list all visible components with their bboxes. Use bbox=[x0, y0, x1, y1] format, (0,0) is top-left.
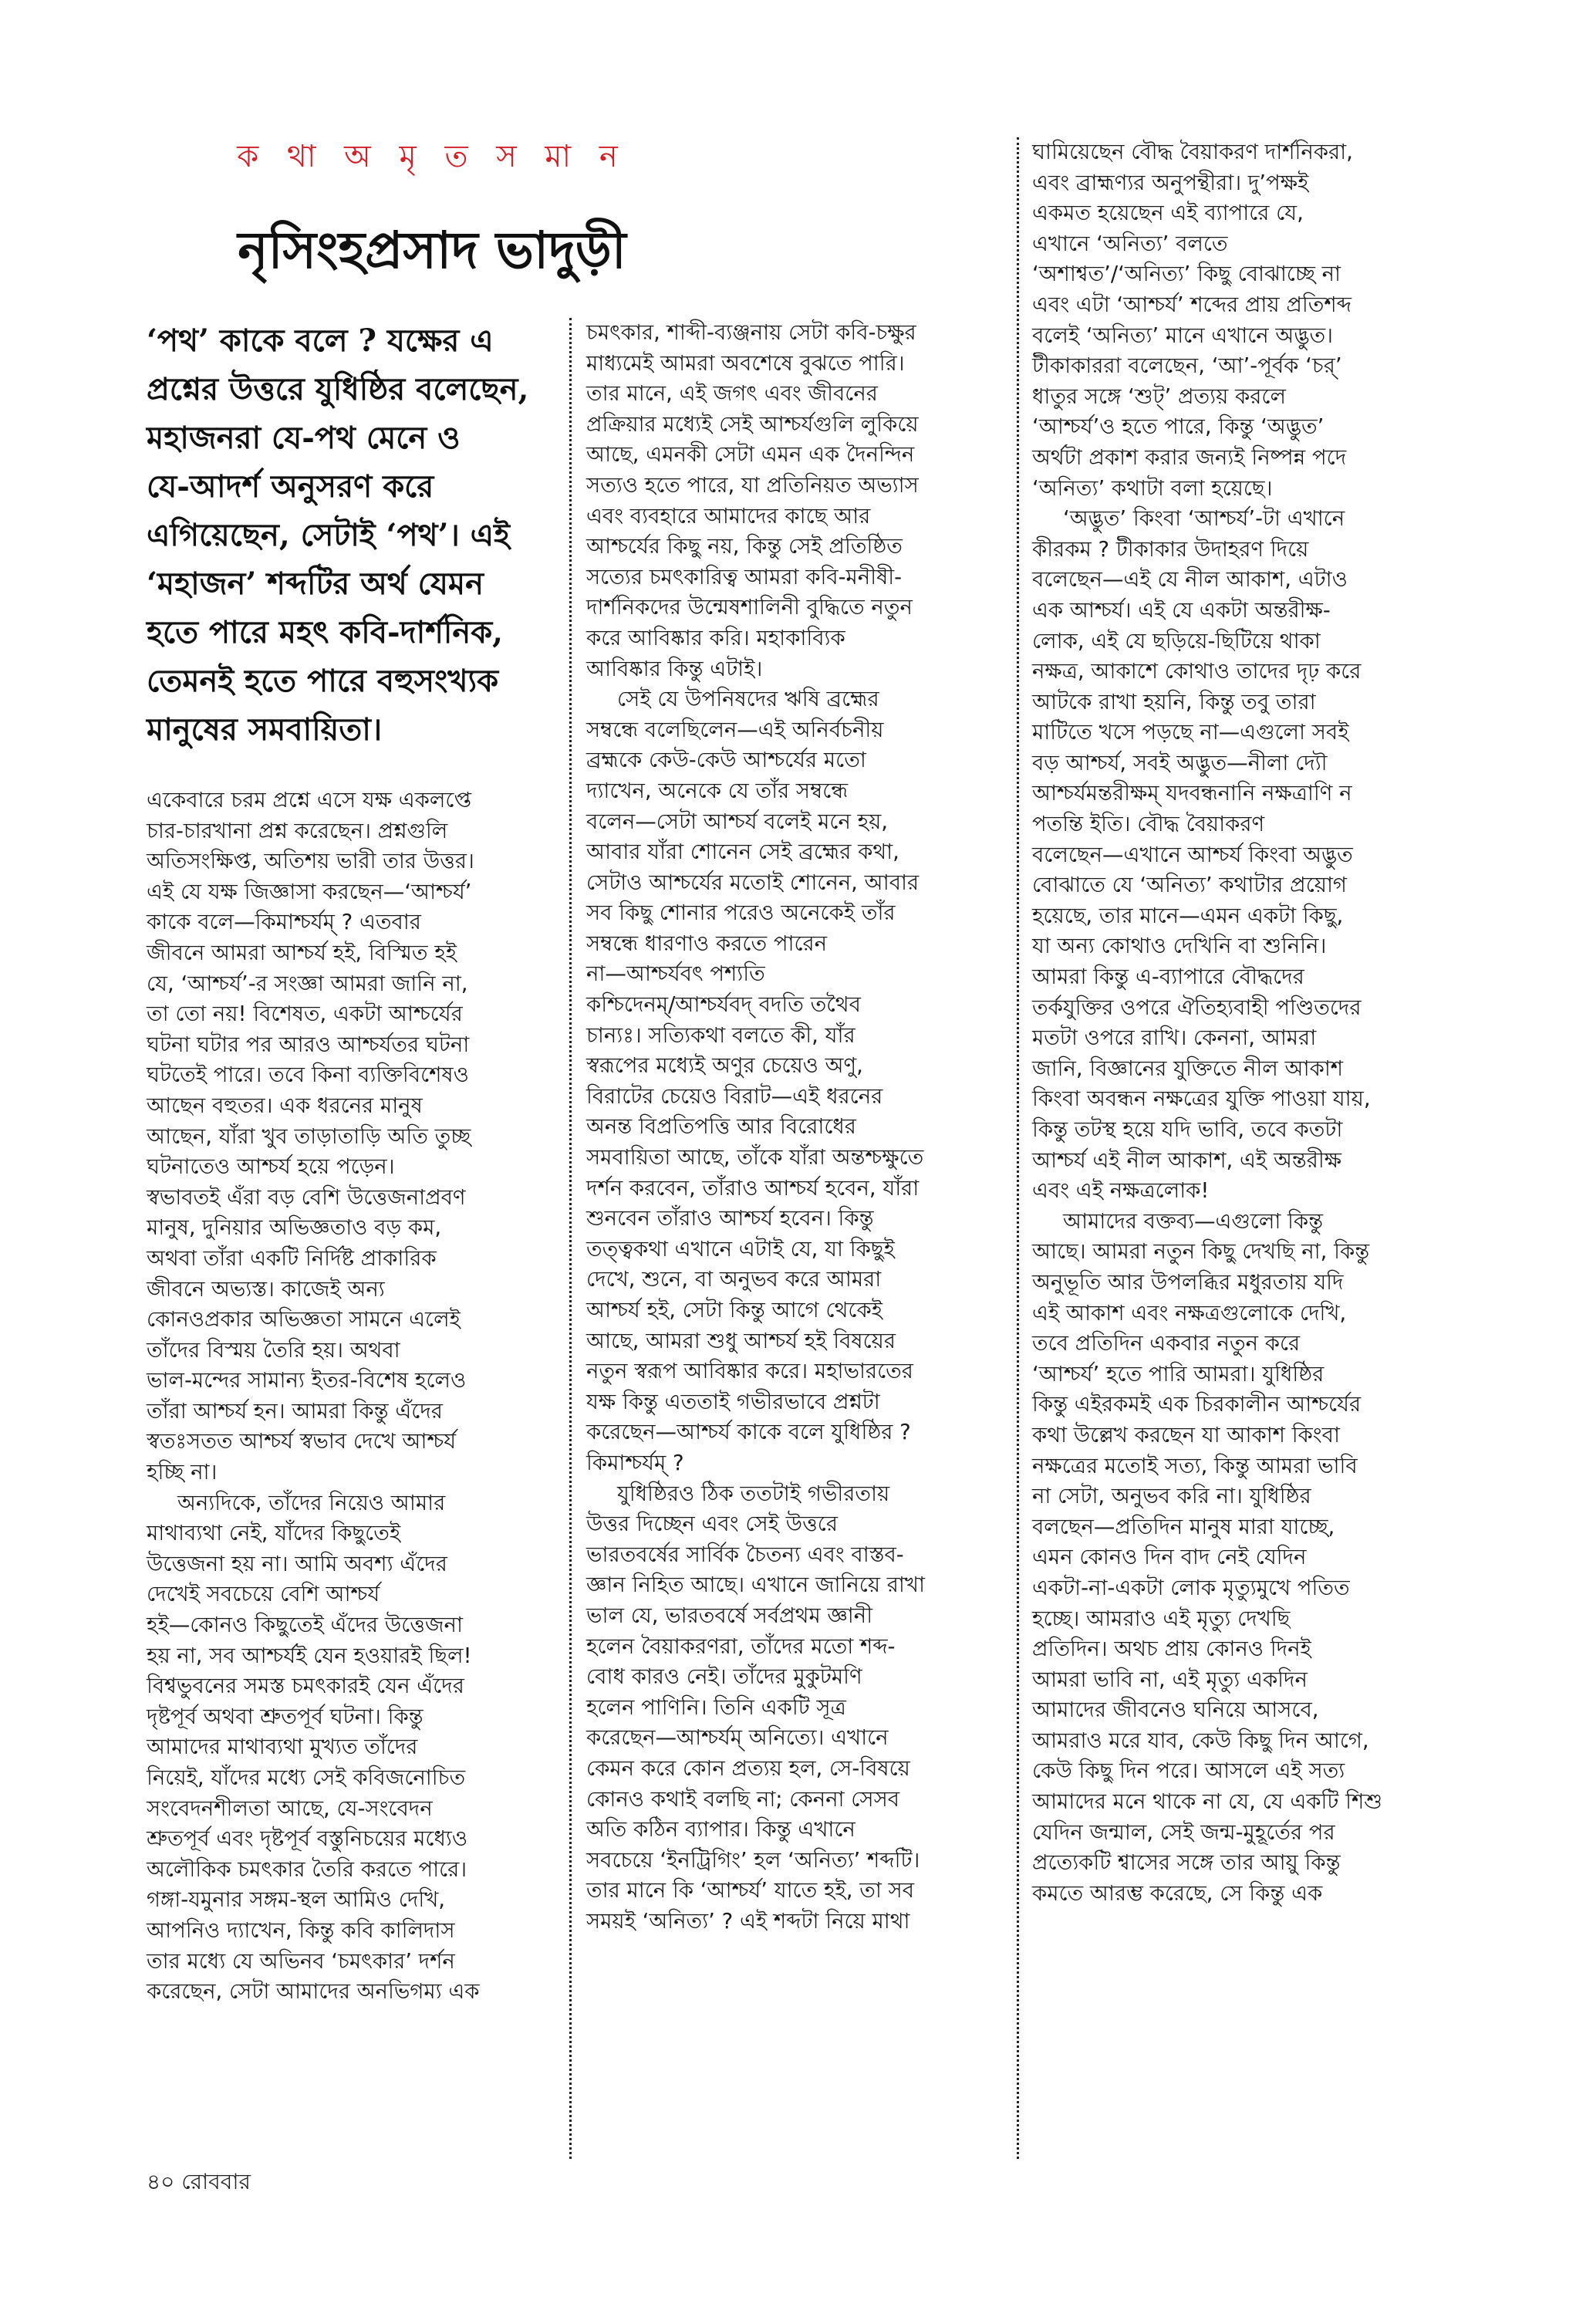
text-line: অনুভূতি আর উপলব্ধির মধুরতায় যদি bbox=[1032, 1269, 1344, 1295]
text-line: ভারতবর্ষের সার্বিক চৈতন্য এবং বাস্তব- bbox=[586, 1542, 904, 1567]
text-line: অনন্ত বিপ্রতিপত্তি আর বিরোধের bbox=[586, 1114, 856, 1140]
text-line: তার মানে কি ‘আশ্চর্য’ যাতে হই, তা সব bbox=[586, 1878, 915, 1903]
text-line: আপনিও দ্যাখেন, কিন্তু কবি কালিদাস bbox=[147, 1917, 455, 1943]
text-line: আছে। আমরা নতুন কিছু দেখছি না, কিন্তু bbox=[1032, 1239, 1370, 1265]
text-line: বলছেন—প্রতিদিন মানুষ মারা যাচ্ছে, bbox=[1032, 1514, 1335, 1539]
text-line: মাথাব্যথা নেই, যাঁদের কিছুতেই bbox=[147, 1521, 401, 1546]
lead-line: যে-আদর্শ অনুসরণ করে bbox=[147, 468, 434, 505]
text-line: এবং ব্যবহারে আমাদের কাছে আর bbox=[586, 503, 871, 529]
text-line: মতটা ওপরে রাখি। কেননা, আমরা bbox=[1032, 1025, 1317, 1051]
text-line: পতন্তি ইতি। বৌদ্ধ বৈয়াকরণ bbox=[1032, 812, 1265, 837]
lead-line: ‘মহাজন’ শব্দটির অর্থ যেমন bbox=[147, 566, 484, 602]
text-line: সত্যের চমৎকারিত্ব আমরা কবি-মনীষী- bbox=[586, 564, 903, 589]
lead-line: তেমনই হতে পারে বহুসংখ্যক bbox=[147, 663, 499, 699]
text-line: এবং এটা ‘আশ্চর্য’ শব্দের প্রায় প্রতিশব্দ bbox=[1032, 292, 1352, 317]
text-line: ‘আশ্চর্য’ হতে পারি আমরা। যুধিষ্ঠির bbox=[1032, 1361, 1325, 1387]
text-line: না সেটা, অনুভব করি না। যুধিষ্ঠির bbox=[1032, 1484, 1311, 1509]
text-line: যে, ‘আশ্চর্য’-র সংজ্ঞা আমরা জানি না, bbox=[147, 971, 468, 996]
text-line: আছে, আমরা শুধু আশ্চর্য হই বিষয়ের bbox=[586, 1328, 896, 1353]
text-line: সম্বন্ধে বলেছিলেন—এই অনির্বচনীয় bbox=[586, 717, 884, 742]
text-line: সময়ই ‘অনিত্য’ ? এই শব্দটা নিয়ে মাথা bbox=[586, 1908, 910, 1934]
text-line: তার মধ্যে যে অভিনব ‘চমৎকার’ দর্শন bbox=[147, 1948, 455, 1974]
text-line: তাঁদের বিস্ময় তৈরি হয়। অথবা bbox=[147, 1337, 400, 1363]
text-line: দ্যাখেন, অনেকে যে তাঁর সম্বন্ধে bbox=[586, 778, 849, 803]
text-line: কশ্চিদেনম্/আশ্চর্যবদ্ বদতি তথৈব bbox=[586, 992, 861, 1018]
text-line: প্রক্রিয়ার মধ্যেই সেই আশ্চর্যগুলি লুকিয়ে bbox=[586, 411, 919, 437]
text-line: অর্থটা প্রকাশ করার জন্যই নিষ্পন্ন পদে bbox=[1032, 444, 1347, 470]
lead-line: মহাজনরা যে-পথ মেনে ও bbox=[147, 420, 461, 456]
text-line: বিশ্বভুবনের সমস্ত চমৎকারই যেন এঁদের bbox=[147, 1674, 464, 1699]
text-line: গঙ্গা-যমুনার সঙ্গম-স্থল আমিও দেখি, bbox=[147, 1887, 446, 1913]
text-line: অতিসংক্ষিপ্ত, অতিশয় ভারী তার উত্তর। bbox=[147, 849, 474, 874]
text-line: দৃষ্টপূর্ব অথবা শ্রুতপূর্ব ঘটনা। কিন্তু bbox=[147, 1704, 424, 1729]
text-line: ঘটনা ঘটার পর আরও আশ্চর্যতর ঘটনা bbox=[147, 1032, 470, 1057]
text-line: সম্বন্ধে ধারণাও করতে পারেন bbox=[586, 931, 828, 956]
text-line: সমবায়িতা আছে, তাঁকে যাঁরা অন্তশ্চক্ষুতে bbox=[586, 1145, 924, 1170]
text-line: স্বরূপের মধ্যেই অণুর চেয়েও অণু, bbox=[586, 1053, 863, 1079]
text-line: আবিষ্কার কিন্তু এটাই। bbox=[586, 656, 763, 681]
text-line: কিন্তু তটস্থ হয়ে যদি ভাবি, তবে কতটা bbox=[1032, 1117, 1343, 1142]
text-line: জীবনে অভ্যস্ত। কাজেই অন্য bbox=[147, 1276, 385, 1302]
text-line: ধাতুর সঙ্গে ‘শুট্’ প্রত্যয় করলে bbox=[1032, 383, 1286, 409]
text-line: শ্রুতপূর্ব এবং দৃষ্টপূর্ব বস্তুনিচয়ের মধ্যেও bbox=[147, 1826, 468, 1852]
text-line: এখানে ‘অনিত্য’ বলতে bbox=[1032, 231, 1228, 256]
text-line: ‘অনিত্য’ কথাটা বলা হয়েছে। bbox=[1032, 475, 1273, 501]
text-line: আমরাও মরে যাব, কেউ কিছু দিন আগে, bbox=[1032, 1728, 1369, 1753]
text-line: সবচেয়ে ‘ইনট্রিগিং’ হল ‘অনিত্য’ শব্দটি। bbox=[586, 1847, 920, 1873]
text-line: আমরা ভাবি না, এই মৃত্যু একদিন bbox=[1032, 1667, 1308, 1692]
text-line: তা তো নয়! বিশেষত, একটা আশ্চর্যের bbox=[147, 1002, 463, 1027]
text-line: সত্যও হতে পারে, যা প্রতিনিয়ত অভ্যাস bbox=[586, 472, 919, 498]
text-line: হই—কোনও কিছুতেই এঁদের উত্তেজনা bbox=[147, 1613, 463, 1638]
text-line: নক্ষত্রের মতোই সত্য, কিন্তু আমরা ভাবি bbox=[1032, 1453, 1358, 1478]
text-line: আমাদের বক্তব্য—এগুলো কিন্তু bbox=[1063, 1208, 1324, 1234]
text-line: আমাদের মনে থাকে না যে, যে একটি শিশু bbox=[1032, 1789, 1382, 1815]
text-line: উত্তেজনা হয় না। আমি অবশ্য এঁদের bbox=[147, 1551, 447, 1576]
text-line: কিন্তু এইরকমই এক চিরকালীন আশ্চর্যের bbox=[1032, 1392, 1362, 1417]
text-line: আছেন, যাঁরা খুব তাড়াতাড়ি অতি তুচ্ছ bbox=[147, 1123, 471, 1149]
text-line: হয়েছে, তার মানে—এমন একটা কিছু, bbox=[1032, 903, 1344, 928]
text-line: কিমাশ্চর্যম্ ? bbox=[586, 1450, 684, 1475]
text-line: হচ্ছে। আমরাও এই মৃত্যু দেখছি bbox=[1032, 1606, 1291, 1631]
author-byline: নৃসিংহপ্রসাদ ভাদুড়ী bbox=[238, 221, 626, 280]
text-line: মাটিতে খসে পড়ছে না—এগুলো সবই bbox=[1032, 720, 1349, 745]
text-line: অথবা তাঁরা একটি নির্দিষ্ট প্রাকারিক bbox=[147, 1245, 437, 1271]
text-line: ঘামিয়েছেন বৌদ্ধ বৈয়াকরণ দার্শনিকরা, bbox=[1032, 140, 1353, 164]
text-line: তবে প্রতিদিন একবার নতুন করে bbox=[1032, 1331, 1301, 1356]
text-line: প্রতিদিন। অথচ প্রায় কোনও দিনই bbox=[1032, 1637, 1311, 1662]
text-line: টীকাকাররা বলেছেন, ‘আ’-পূর্বক ‘চর্’ bbox=[1032, 353, 1342, 379]
text-line: আমাদের মাথাব্যথা মুখ্যত তাঁদের bbox=[147, 1735, 418, 1760]
text-line: আমরা কিন্তু এ-ব্যাপারে বৌদ্ধদের bbox=[1032, 964, 1304, 990]
text-line: যা অন্য কোথাও দেখিনি বা শুনিনি। bbox=[1032, 934, 1327, 959]
article-column-1 bbox=[147, 785, 563, 2008]
text-line: বলেন—সেটা আশ্চর্য বলেই মনে হয়, bbox=[586, 809, 889, 834]
text-line: বিরাটের চেয়েও বিরাট—এই ধরনের bbox=[586, 1083, 883, 1109]
text-line: হলেন পাণিনি। তিনি একটি সূত্র bbox=[586, 1694, 846, 1720]
text-line: একমত হয়েছেন এই ব্যাপারে যে, bbox=[1032, 201, 1304, 226]
text-line: সংবেদনশীলতা আছে, যে-সংবেদন bbox=[147, 1795, 433, 1821]
text-line: বোধ কারও নেই। তাঁদের মুকুটমণি bbox=[586, 1664, 862, 1690]
text-line: হচ্ছি না। bbox=[147, 1460, 218, 1485]
text-line: তর্কযুক্তির ওপরে ঐতিহ্যবাহী পণ্ডিতদের bbox=[1032, 995, 1362, 1020]
text-line: অন্যদিকে, তাঁদের নিয়েও আমার bbox=[177, 1490, 446, 1515]
lead-line: প্রশ্নের উত্তরে যুধিষ্ঠির বলেছেন, bbox=[147, 371, 529, 407]
text-line: জ্ঞান নিহিত আছে। এখানে জানিয়ে রাখা bbox=[586, 1572, 925, 1598]
text-line: বলেছেন—এই যে নীল আকাশ, এটাও bbox=[1032, 567, 1348, 593]
text-line: কেমন করে কোন প্রত্যয় হল, সে-বিষয়ে bbox=[586, 1755, 910, 1781]
text-line: কেউ কিছু দিন পরে। আসলে এই সত্য bbox=[1032, 1758, 1345, 1784]
text-line: আছে, এমনকী সেটা এমন এক দৈনন্দিন bbox=[586, 442, 915, 468]
text-line: কোনওপ্রকার অভিজ্ঞতা সামনে এলেই bbox=[147, 1307, 461, 1333]
text-line: একটা-না-একটা লোক মৃত্যুমুখে পতিত bbox=[1032, 1575, 1350, 1600]
text-line: সব কিছু শোনার পরেও অনেকেই তাঁর bbox=[586, 900, 896, 926]
text-line: জানি, বিজ্ঞানের যুক্তিতে নীল আকাশ bbox=[1032, 1056, 1344, 1081]
column-divider-2 bbox=[1017, 137, 1019, 2159]
text-line: ‘অশাশ্বত’/‘অনিত্য’ কিছু বোঝাচ্ছে না bbox=[1032, 262, 1341, 287]
text-line: আশ্চর্য এই নীল আকাশ, এই অন্তরীক্ষ bbox=[1032, 1147, 1342, 1173]
text-line: এই যে যক্ষ জিজ্ঞাসা করছেন—‘আশ্চর্য’ bbox=[147, 879, 472, 904]
text-line: সেই যে উপনিষদের ঋষি ব্রহ্মের bbox=[617, 687, 879, 712]
text-line: নক্ষত্র, আকাশে কোথাও তাদের দৃঢ় করে bbox=[1032, 659, 1362, 684]
lead-line: ‘পথ’ কাকে বলে ? যক্ষের এ bbox=[147, 323, 494, 359]
text-line: এক আশ্চর্য। এই যে একটা অন্তরীক্ষ- bbox=[1032, 597, 1331, 623]
text-line: অতি কঠিন ব্যাপার। কিন্তু এখানে bbox=[586, 1817, 855, 1843]
article-column-2 bbox=[586, 318, 1007, 1937]
text-line: ‘আশ্চর্য’ও হতে পারে, কিন্তু ‘অদ্ভুত’ bbox=[1032, 414, 1325, 440]
text-line: ঘটতেই পারে। তবে কিনা ব্যক্তিবিশেষও bbox=[147, 1062, 469, 1088]
text-line: আমাদের জীবনেও ঘনিয়ে আসবে, bbox=[1032, 1697, 1319, 1723]
text-line: শুনবেন তাঁরাও আশ্চর্য হবেন। কিন্তু bbox=[586, 1206, 874, 1231]
lead-pullquote bbox=[147, 316, 555, 754]
text-line: ‘অদ্ভুত’ কিংবা ‘আশ্চর্য’-টা এখানে bbox=[1063, 506, 1345, 532]
text-line: বলেছেন—এখানে আশ্চর্য কিংবা অদ্ভুত bbox=[1032, 842, 1353, 867]
text-line: বলেই ‘অনিত্য’ মানে এখানে অদ্ভুত। bbox=[1032, 323, 1333, 348]
text-line: নতুন স্বরূপ আবিষ্কার করে। মহাভারতের bbox=[586, 1359, 913, 1384]
text-line: অলৌকিক চমৎকার তৈরি করতে পারে। bbox=[147, 1856, 467, 1882]
text-line: ভাল-মন্দের সামান্য ইতর-বিশেষ হলেও bbox=[147, 1368, 467, 1393]
text-line: না—আশ্চর্যবৎ পশ্যতি bbox=[586, 961, 765, 987]
text-line: কীরকম ? টীকাকার উদাহরণ দিয়ে bbox=[1032, 536, 1309, 562]
text-line: যেদিন জন্মাল, সেই জন্ম-মুহূর্তের পর bbox=[1032, 1819, 1335, 1845]
text-line: হয় না, সব আশ্চর্যই যেন হওয়ারই ছিল! bbox=[147, 1643, 472, 1668]
text-line: ভাল যে, ভারতবর্ষে সর্বপ্রথম জ্ঞানী bbox=[586, 1603, 873, 1628]
text-line: উত্তর দিচ্ছেন এবং সেই উত্তরে bbox=[586, 1512, 838, 1537]
text-line: এবং ব্রাহ্মণ্যর অনুপন্থীরা। দু’পক্ষই bbox=[1032, 170, 1309, 195]
text-line: আশ্চর্যের কিছু নয়, কিন্তু সেই প্রতিষ্ঠিত bbox=[586, 534, 903, 559]
text-line: কোনও কথাই বলছি না; কেননা সেসব bbox=[586, 1786, 900, 1812]
column-divider-1 bbox=[569, 318, 572, 2159]
text-line: লোক, এই যে ছড়িয়ে-ছিটিয়ে থাকা bbox=[1032, 628, 1321, 654]
text-line: আশ্চর্য হই, সেটা কিন্তু আগে থেকেই bbox=[586, 1298, 882, 1322]
text-line: কমতে আরম্ভ করেছে, সে কিন্তু এক bbox=[1032, 1880, 1323, 1906]
text-line: যুধিষ্ঠিরও ঠিক ততটাই গভীরতায় bbox=[617, 1481, 890, 1506]
text-line: মাধ্যমেই আমরা অবশেষে বুঝতে পারি। bbox=[586, 350, 905, 376]
text-line: বড় আশ্চর্য, সবই অদ্ভুত—নীলা দ্যৌ bbox=[1032, 750, 1328, 775]
text-line: কাকে বলে—কিমাশ্চর্যম্ ? এতবার bbox=[147, 910, 421, 935]
text-line: এই আকাশ এবং নক্ষত্রগুলোকে দেখি, bbox=[1032, 1300, 1347, 1326]
text-line: আবার যাঁরা শোনেন সেই ব্রহ্মের কথা, bbox=[586, 839, 899, 865]
text-line: একেবারে চরম প্রশ্নে এসে যক্ষ একলপ্তে bbox=[147, 788, 472, 812]
lead-line: হতে পারে মহৎ কবি-দার্শনিক, bbox=[147, 614, 504, 650]
text-line: সেটাও আশ্চর্যের মতোই শোনেন, আবার bbox=[586, 870, 920, 895]
text-line: করেছেন—আশ্চর্য কাকে বলে যুধিষ্ঠির ? bbox=[586, 1420, 911, 1445]
text-line: কিংবা অবন্ধন নক্ষত্রের যুক্তি পাওয়া যায়, bbox=[1032, 1086, 1371, 1112]
lead-line: মানুষের সমবায়িতা। bbox=[147, 711, 383, 748]
text-line: আটকে রাখা হয়নি, কিন্তু তবু তারা bbox=[1032, 689, 1316, 714]
text-line: করেছেন, সেটা আমাদের অনভিগম্য এক bbox=[147, 1979, 480, 2005]
page-folio: ৪০ রোববার bbox=[147, 2169, 251, 2194]
text-line: জীবনে আমরা আশ্চর্য হই, বিস্মিত হই bbox=[147, 940, 457, 965]
text-line: এবং এই নক্ষত্রলোক! bbox=[1032, 1178, 1210, 1204]
text-line: তত্ত্বকথা এখানে এটাই যে, যা কিছুই bbox=[586, 1236, 895, 1262]
text-line: প্রত্যেকটি শ্বাসের সঙ্গে তার আয়ু কিন্তু bbox=[1032, 1850, 1341, 1876]
text-line: স্বতঃসতত আশ্চর্য স্বভাব দেখে আশ্চর্য bbox=[147, 1429, 457, 1454]
text-line: মানুষ, দুনিয়ার অভিজ্ঞতাও বড় কম, bbox=[147, 1215, 442, 1241]
text-line: ঘটনাতেও আশ্চর্য হয়ে পড়েন। bbox=[147, 1154, 395, 1180]
text-line: ব্রহ্মকে কেউ-কেউ আশ্চর্যের মতো bbox=[586, 748, 866, 773]
text-line: স্বভাবতই এঁরা বড় বেশি উত্তেজনাপ্রবণ bbox=[147, 1184, 466, 1210]
text-line: দর্শন করবেন, তাঁরাও আশ্চর্য হবেন, যাঁরা bbox=[586, 1175, 920, 1201]
text-line: আছেন বহুতর। এক ধরনের মানুষ bbox=[147, 1093, 423, 1118]
text-line: চমৎকার, শাব্দী-ব্যঞ্জনায় সেটা কবি-চক্ষুর bbox=[586, 320, 916, 345]
text-line: দেখেই সবচেয়ে বেশি আশ্চর্য bbox=[147, 1582, 380, 1607]
text-line: চান্যঃ। সত্যিকথা বলতে কী, যাঁর bbox=[586, 1022, 855, 1048]
text-line: হলেন বৈয়াকরণরা, তাঁদের মতো শব্দ- bbox=[586, 1633, 896, 1659]
lead-line: এগিয়েছেন, সেটাই ‘পথ’। এই bbox=[147, 517, 510, 553]
text-line: বোঝাতে যে ‘অনিত্য’ কথাটার প্রয়োগ bbox=[1032, 873, 1347, 898]
text-line: এমন কোনও দিন বাদ নেই যেদিন bbox=[1032, 1545, 1307, 1570]
article-column-3 bbox=[1032, 137, 1441, 1909]
section-kicker: ক থা অ মৃ ত স মা ন bbox=[237, 139, 627, 174]
text-line: কথা উল্লেখ করছেন যা আকাশ কিংবা bbox=[1032, 1422, 1340, 1447]
text-line: নিয়েই, যাঁদের মধ্যে সেই কবিজনোচিত bbox=[147, 1765, 466, 1790]
text-line: চার-চারখানা প্রশ্ন করেছেন। প্রশ্নগুলি bbox=[147, 818, 448, 843]
text-line: তাঁরা আশ্চর্য হন। আমরা কিন্তু এঁদের bbox=[147, 1398, 443, 1424]
text-line: দার্শনিকদের উন্মেষশালিনী বুদ্ধিতে নতুন bbox=[586, 595, 913, 620]
text-line: করে আবিষ্কার করি। মহাকাব্যিক bbox=[586, 625, 845, 650]
text-line: দেখে, শুনে, বা অনুভব করে আমরা bbox=[586, 1267, 882, 1292]
text-line: আশ্চর্যমন্তরীক্ষম্ যদবন্ধনানি নক্ষত্রাণি ন bbox=[1032, 781, 1352, 806]
text-line: যক্ষ কিন্তু এততাই গভীরভাবে প্রশ্নটা bbox=[586, 1389, 880, 1414]
text-line: করেছেন—আশ্চর্যম্ অনিত্যে। এখানে bbox=[586, 1725, 889, 1751]
text-line: তার মানে, এই জগৎ এবং জীবনের bbox=[586, 381, 878, 407]
